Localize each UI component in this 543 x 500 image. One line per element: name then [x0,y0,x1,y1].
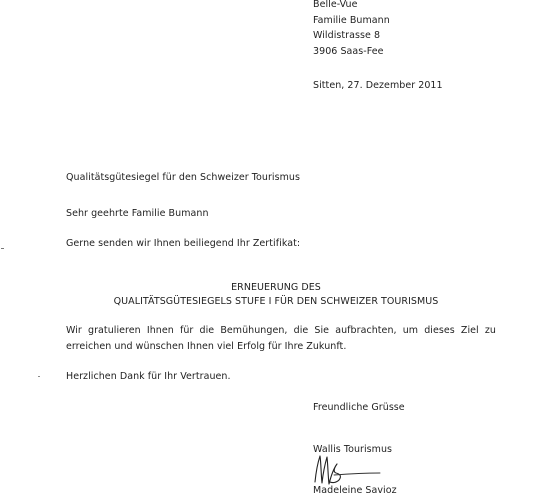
margin-fold-mark [1,248,4,249]
signer-name: Madeleine Savioz [313,485,397,496]
thanks-text: Herzlichen Dank für Ihr Vertrauen. [66,371,231,382]
letter-subject: Qualitätsgütesiegel für den Schweizer Tourismus [66,172,300,183]
scan-speck [38,376,40,377]
recipient-line-1: Belle-Vue [313,0,358,10]
certificate-heading [66,281,486,309]
closing-text: Freundliche Grüsse [313,402,405,413]
heading-line-1: ERNEUERUNG DES [231,282,321,293]
recipient-line-3: Wildistrasse 8 [313,30,381,42]
body-paragraph: Wir gratulieren Ihnen für die Bemühungen, die Sie aufbrachten, um dieses Ziel zu erreichen und wünschen Ihnen viel Erfolg für Ihre Zukunft. [66,325,496,352]
salutation: Sehr geehrte Familie Bumann [66,208,209,219]
recipient-address [313,0,390,59]
recipient-line-2: Familie Bumann [313,14,390,26]
heading-line-2: QUALITÄTSGÜTESIEGELS STUFE I FÜR DEN SCHWEIZER TOURISMUS [113,296,439,307]
letter-date: Sitten, 27. Dezember 2011 [313,80,443,91]
recipient-line-4: 3906 Saas-Fee [313,45,384,57]
sender-organization: Wallis Tourismus [313,444,393,455]
intro-text: Gerne senden wir Ihnen beiliegend Ihr Zertifikat: [66,238,301,249]
